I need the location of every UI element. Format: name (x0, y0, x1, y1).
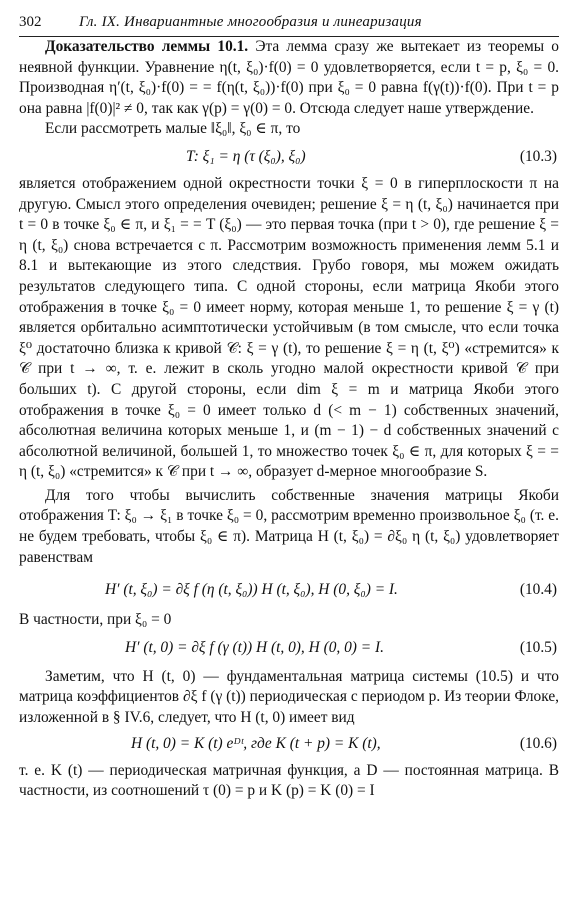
paragraph-3: Для того чтобы вычислить собственные значения матрицы Якоби отображения T: ξ₀ → ξ₁ в точке ξ₀ = 0, рассмотрим временно произвольное ξ₀ (т. е. не будем требовать, чтобы ξ₀ ∈ π). Матрица H (t, ξ₀) = ∂ξ₀ η (t, ξ₀) удовлетворяет равенствам (19, 486, 559, 566)
equation-10-4-number: (10.4) (519, 581, 557, 599)
equation-10-3-formula: T: ξ₁ = η (τ (ξ₀), ξ₀) (186, 147, 306, 165)
paragraph-5: Заметим, что H (t, 0) — фундаментальная матрица системы (10.5) и что матрица коэффициентов ∂ξ f (γ (t)) периодическая с периодом p. Из теории Флоке, изложенной в § IV.6, следует, что H (t, 0) имеет вид (19, 667, 559, 727)
equation-10-5 (19, 631, 559, 667)
paragraph-1: Если рассмотреть малые ‖ξ₀‖, ξ₀ ∈ π, то (45, 120, 301, 138)
equation-10-4-formula: H′ (t, ξ₀) = ∂ξ f (η (t, ξ₀)) H (t, ξ₀), H (0, ξ₀) = I. (105, 581, 398, 599)
paragraph-4: В частности, при ξ₀ = 0 (19, 611, 172, 629)
proof-paragraph (19, 37, 559, 119)
equation-10-6 (19, 729, 559, 761)
equation-10-5-formula: H′ (t, 0) = ∂ξ f (γ (t)) H (t, 0), H (0, 0) = I. (125, 638, 384, 656)
equation-10-5-number: (10.5) (519, 638, 557, 656)
page-number: 302 (19, 14, 42, 30)
page-body (19, 37, 559, 802)
equation-10-3 (19, 140, 559, 174)
proof-title: Доказательство леммы 10.1. (45, 38, 249, 55)
equation-10-4 (19, 568, 559, 610)
proof-body: Эта лемма сразу же вытекает из теоремы о неявной функции. Уравнение η(t, ξ₀)·f(0) = 0 удовлетворяется, если t = p, ξ₀ = 0. Производная η′(t, ξ₀)·f(0) = = f(η(t, ξ₀))·f(0) при ξ₀ = 0 равна f(γ(t))·f(0). При t = p она равна |f(0)|² ≠ 0, так как γ(p) = γ(0) = 0. Отсюда следует наше утверждение. (19, 38, 559, 117)
equation-10-6-number: (10.6) (519, 734, 557, 752)
paragraph-6: т. е. K (t) — периодическая матричная функция, а D — постоянная матрица. В частности, из соотношений τ (0) = p и K (p) = K (0) = I (19, 761, 559, 800)
equation-10-3-number: (10.3) (519, 147, 557, 165)
equation-10-6-formula: H (t, 0) = K (t) eᴰᵗ, где K (t + p) = K (t), (131, 734, 381, 752)
page-header (19, 12, 559, 37)
paragraph-2: является отображением одной окрестности точки ξ = 0 в гиперплоскости π на другую. Смысл этого определения очевиден; решение ξ = η (t, ξ₀) начинается при t = 0 в точке ξ₀ ∈ π, и ξ₁ = = T (ξ₀) — это первая точка (при t > 0), где решение ξ = η (t, ξ₀) снова встречается с π. Рассмотрим возможность применения лемм 5.1 и 8.1 и вытекающие из этого следствия. Грубо говоря, мы можем ожидать результатов следующего типа. С одной стороны, если матрица Якоби этого отображения в точке ξ₀ = 0 имеет норму, которая меньше 1, то решение ξ = γ (t) является орбитально асимптотически устойчивым (в том смысле, что если точка ξ⁰ достаточно близка к кривой 𝒞: ξ = γ (t), то решение ξ = η (t, ξ⁰) «стремится» к 𝒞 при t → ∞, т. е. лежит в сколь угодно малой окрестности кривой 𝒞 при больших t). С другой стороны, если dim ξ = m и матрица Якоби этого отображения в точке ξ₀ = 0 имеет только d (< m − 1) собственных значений, абсолютная величина которых меньше 1, и (m − 1) − d собственных значений с абсолютной величиной, большей 1, то множество точек ξ₀ ∈ π, для которых ξ = = η (t, ξ₀) «стремится» к 𝒞 при t → ∞, образует d-мерное многообразие S. (19, 174, 559, 481)
running-title: Гл. IX. Инвариантные многообразия и линеаризация (79, 14, 422, 30)
